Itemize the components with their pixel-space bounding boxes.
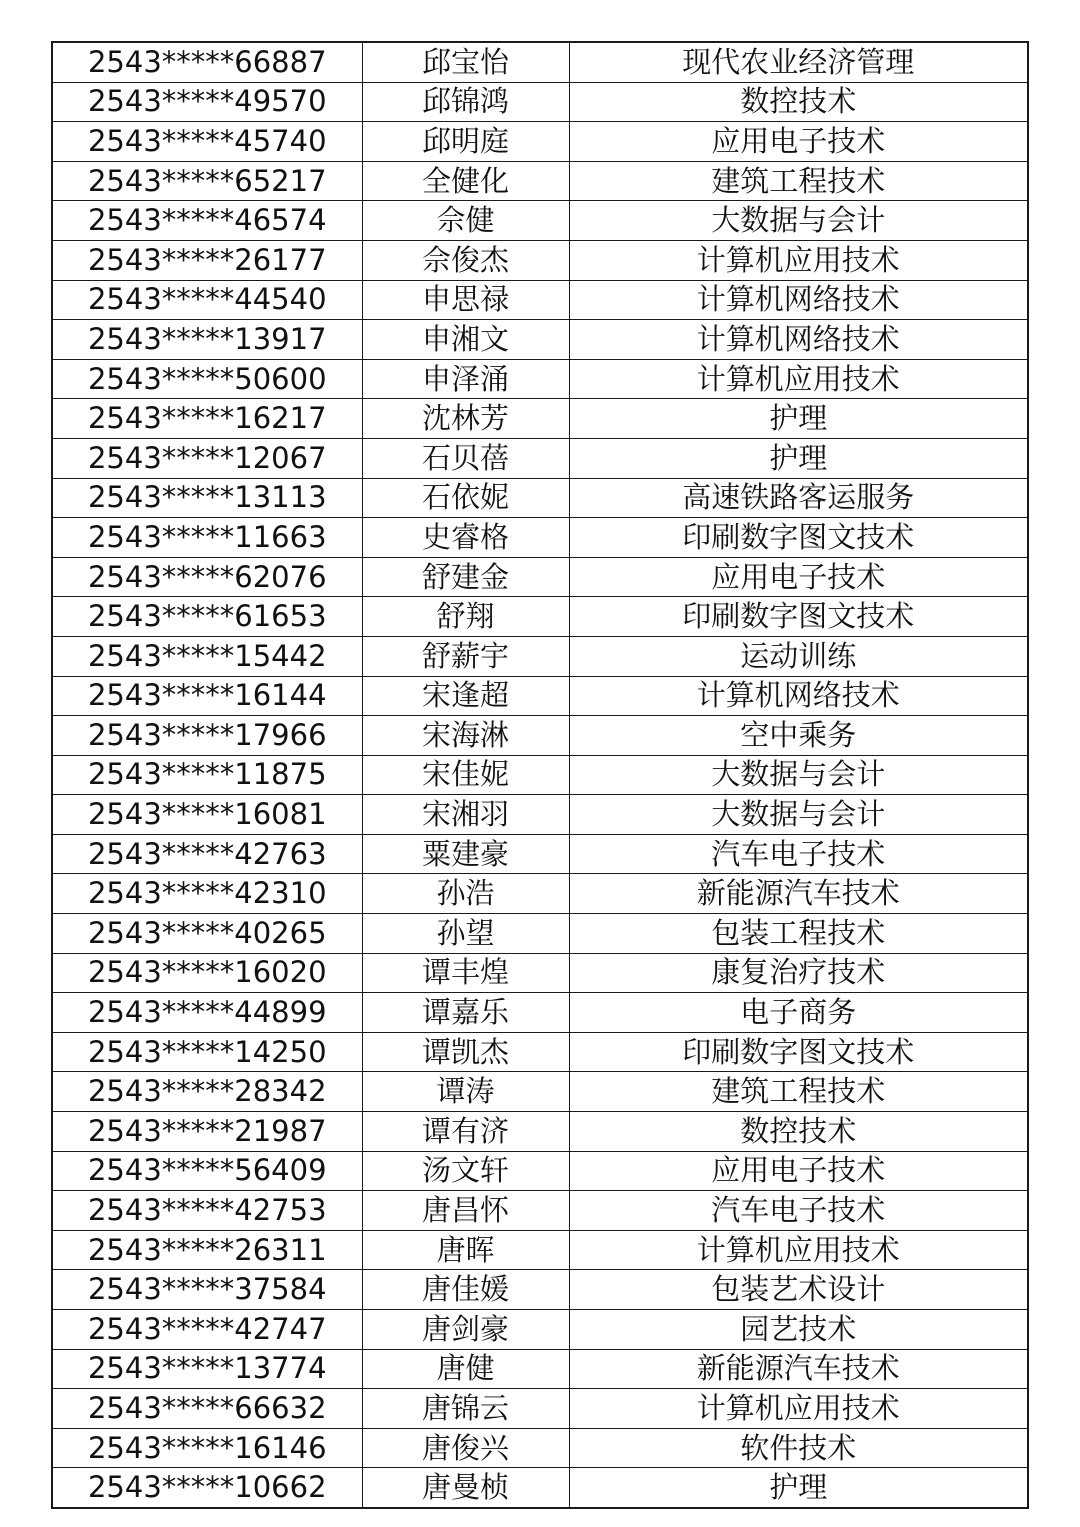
student-id-cell: 2543*****13113 [52,478,362,518]
student-name-cell: 邱明庭 [362,122,569,162]
student-name-cell: 申湘文 [362,320,569,360]
table-row [52,636,1028,676]
student-name-cell: 邱锦鸿 [362,82,569,122]
student-list-body [52,42,1028,1508]
student-id-cell: 2543*****42747 [52,1310,362,1350]
student-id-cell: 2543*****26311 [52,1230,362,1270]
table-row [52,82,1028,122]
student-id-cell: 2543*****28342 [52,1072,362,1112]
table-row [52,914,1028,954]
student-name-cell: 沈林芳 [362,399,569,439]
table-row [52,557,1028,597]
student-id-cell: 2543*****16081 [52,795,362,835]
student-id-cell: 2543*****16020 [52,953,362,993]
student-id-cell: 2543*****13917 [52,320,362,360]
table-row [52,874,1028,914]
student-major-cell: 汽车电子技术 [569,834,1028,874]
table-row [52,1151,1028,1191]
student-major-cell: 计算机应用技术 [569,1230,1028,1270]
table-row [52,478,1028,518]
student-id-cell: 2543*****21987 [52,1112,362,1152]
table-row [52,1230,1028,1270]
student-major-cell: 大数据与会计 [569,755,1028,795]
student-id-cell: 2543*****14250 [52,1032,362,1072]
student-name-cell: 谭丰煌 [362,953,569,993]
student-name-cell: 谭嘉乐 [362,993,569,1033]
student-major-cell: 电子商务 [569,993,1028,1033]
table-row [52,1349,1028,1389]
student-id-cell: 2543*****65217 [52,161,362,201]
student-id-cell: 2543*****61653 [52,597,362,637]
student-major-cell: 印刷数字图文技术 [569,597,1028,637]
student-id-cell: 2543*****37584 [52,1270,362,1310]
student-name-cell: 佘健 [362,201,569,241]
student-major-cell: 现代农业经济管理 [569,42,1028,82]
student-name-cell: 申思禄 [362,280,569,320]
table-row [52,1072,1028,1112]
student-major-cell: 计算机应用技术 [569,240,1028,280]
student-name-cell: 石贝蓓 [362,438,569,478]
student-major-cell: 空中乘务 [569,716,1028,756]
student-id-cell: 2543*****46574 [52,201,362,241]
student-id-cell: 2543*****10662 [52,1468,362,1508]
student-name-cell: 申泽涌 [362,359,569,399]
table-row [52,359,1028,399]
table-row [52,201,1028,241]
student-id-cell: 2543*****42310 [52,874,362,914]
student-name-cell: 粟建豪 [362,834,569,874]
student-id-cell: 2543*****11663 [52,518,362,558]
student-name-cell: 宋湘羽 [362,795,569,835]
table-row [52,240,1028,280]
student-major-cell: 大数据与会计 [569,795,1028,835]
table-row [52,1468,1028,1508]
student-major-cell: 高速铁路客运服务 [569,478,1028,518]
student-id-cell: 2543*****44540 [52,280,362,320]
student-major-cell: 园艺技术 [569,1310,1028,1350]
table-row [52,399,1028,439]
table-row [52,1112,1028,1152]
student-id-cell: 2543*****62076 [52,557,362,597]
table-row [52,953,1028,993]
student-name-cell: 宋佳妮 [362,755,569,795]
student-id-cell: 2543*****16146 [52,1428,362,1468]
student-major-cell: 汽车电子技术 [569,1191,1028,1231]
student-major-cell: 印刷数字图文技术 [569,518,1028,558]
student-major-cell: 计算机应用技术 [569,359,1028,399]
student-major-cell: 包装艺术设计 [569,1270,1028,1310]
student-id-cell: 2543*****16217 [52,399,362,439]
table-row [52,280,1028,320]
student-id-cell: 2543*****16144 [52,676,362,716]
student-major-cell: 新能源汽车技术 [569,874,1028,914]
student-major-cell: 护理 [569,399,1028,439]
table-row [52,597,1028,637]
table-row [52,834,1028,874]
student-major-cell: 印刷数字图文技术 [569,1032,1028,1072]
student-name-cell: 宋逢超 [362,676,569,716]
student-name-cell: 史睿格 [362,518,569,558]
student-major-cell: 运动训练 [569,636,1028,676]
table-row [52,1389,1028,1429]
student-major-cell: 护理 [569,1468,1028,1508]
student-name-cell: 唐昌怀 [362,1191,569,1231]
student-name-cell: 舒翔 [362,597,569,637]
student-name-cell: 唐健 [362,1349,569,1389]
student-id-cell: 2543*****13774 [52,1349,362,1389]
student-name-cell: 唐锦云 [362,1389,569,1429]
student-major-cell: 计算机应用技术 [569,1389,1028,1429]
table-row [52,1310,1028,1350]
table-row [52,1191,1028,1231]
student-name-cell: 舒建金 [362,557,569,597]
student-major-cell: 数控技术 [569,82,1028,122]
student-major-cell: 建筑工程技术 [569,161,1028,201]
student-major-cell: 计算机网络技术 [569,320,1028,360]
student-id-cell: 2543*****42763 [52,834,362,874]
student-major-cell: 建筑工程技术 [569,1072,1028,1112]
table-row [52,438,1028,478]
student-id-cell: 2543*****42753 [52,1191,362,1231]
student-name-cell: 谭凯杰 [362,1032,569,1072]
student-id-cell: 2543*****45740 [52,122,362,162]
table-row [52,1032,1028,1072]
table-row [52,1428,1028,1468]
student-id-cell: 2543*****11875 [52,755,362,795]
student-id-cell: 2543*****56409 [52,1151,362,1191]
table-row [52,716,1028,756]
student-major-cell: 新能源汽车技术 [569,1349,1028,1389]
table-row [52,320,1028,360]
student-major-cell: 应用电子技术 [569,122,1028,162]
student-id-cell: 2543*****66632 [52,1389,362,1429]
student-major-cell: 大数据与会计 [569,201,1028,241]
student-id-cell: 2543*****44899 [52,993,362,1033]
student-id-cell: 2543*****50600 [52,359,362,399]
student-name-cell: 唐剑豪 [362,1310,569,1350]
student-name-cell: 舒薪宇 [362,636,569,676]
table-row [52,755,1028,795]
student-list-table [51,41,1029,1509]
student-major-cell: 计算机网络技术 [569,280,1028,320]
student-major-cell: 数控技术 [569,1112,1028,1152]
table-row [52,676,1028,716]
student-name-cell: 孙浩 [362,874,569,914]
student-major-cell: 康复治疗技术 [569,953,1028,993]
student-major-cell: 应用电子技术 [569,557,1028,597]
table-row [52,122,1028,162]
student-name-cell: 唐晖 [362,1230,569,1270]
student-name-cell: 唐佳媛 [362,1270,569,1310]
table-row [52,42,1028,82]
student-name-cell: 谭有济 [362,1112,569,1152]
student-id-cell: 2543*****15442 [52,636,362,676]
student-major-cell: 应用电子技术 [569,1151,1028,1191]
student-major-cell: 护理 [569,438,1028,478]
student-id-cell: 2543*****26177 [52,240,362,280]
student-name-cell: 邱宝怡 [362,42,569,82]
student-name-cell: 唐曼桢 [362,1468,569,1508]
student-major-cell: 软件技术 [569,1428,1028,1468]
table-row [52,795,1028,835]
student-name-cell: 唐俊兴 [362,1428,569,1468]
student-id-cell: 2543*****66887 [52,42,362,82]
student-name-cell: 汤文轩 [362,1151,569,1191]
table-row [52,1270,1028,1310]
student-major-cell: 包装工程技术 [569,914,1028,954]
student-name-cell: 宋海淋 [362,716,569,756]
student-name-cell: 谭涛 [362,1072,569,1112]
table-row [52,161,1028,201]
student-major-cell: 计算机网络技术 [569,676,1028,716]
student-name-cell: 全健化 [362,161,569,201]
student-name-cell: 佘俊杰 [362,240,569,280]
student-id-cell: 2543*****40265 [52,914,362,954]
student-id-cell: 2543*****17966 [52,716,362,756]
student-name-cell: 石依妮 [362,478,569,518]
student-name-cell: 孙望 [362,914,569,954]
table-row [52,518,1028,558]
student-id-cell: 2543*****49570 [52,82,362,122]
table-row [52,993,1028,1033]
student-id-cell: 2543*****12067 [52,438,362,478]
